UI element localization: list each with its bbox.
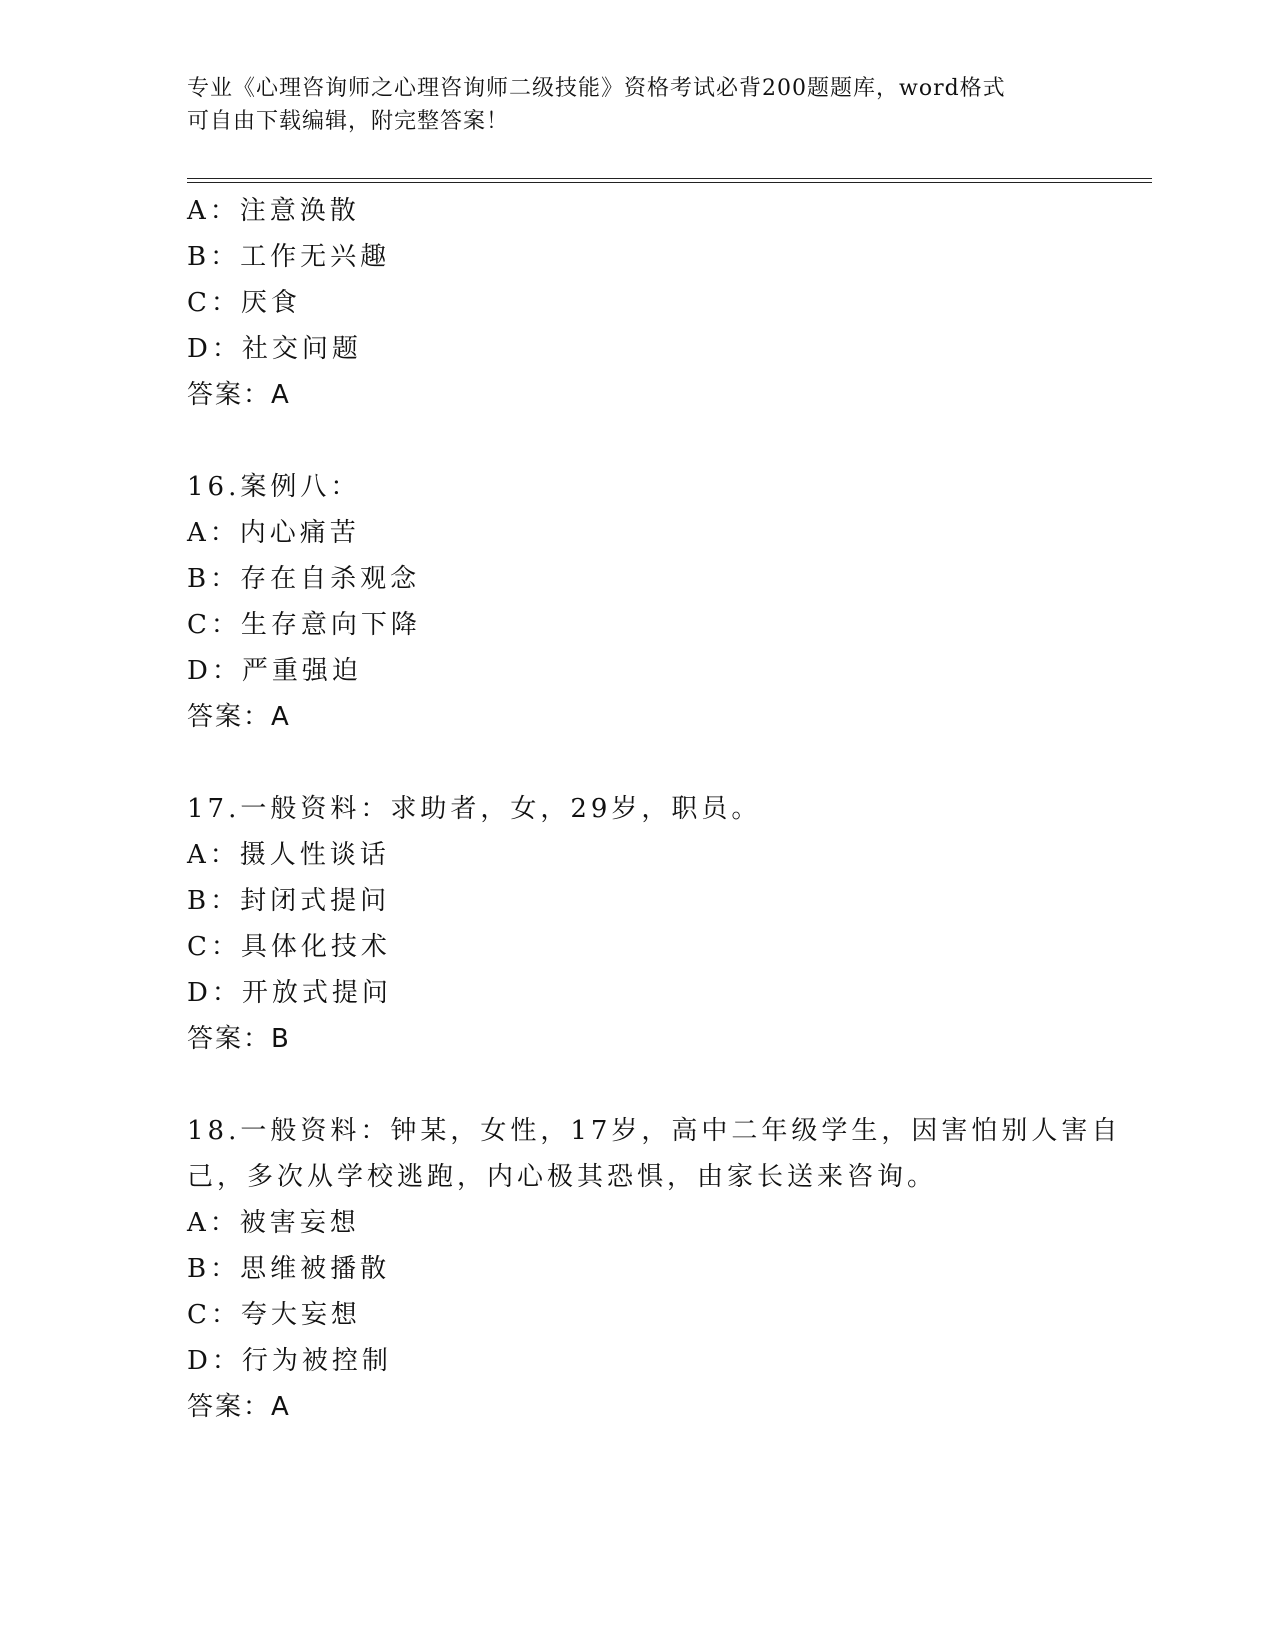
- option-b: B：存在自杀观念: [187, 564, 421, 594]
- question-stem: 16.案例八：: [187, 472, 361, 502]
- answer-line: 答案：A: [187, 1392, 291, 1422]
- question-block-15: [187, 188, 1087, 418]
- answer-line: 答案：A: [187, 380, 291, 410]
- question-block-17: [187, 786, 1087, 1062]
- question-stem-line-1: 18.一般资料：钟某，女性，17岁，高中二年级学生，因害怕别人害自: [187, 1116, 1122, 1146]
- answer-line: 答案：A: [187, 702, 291, 732]
- answer-line: 答案：B: [187, 1024, 291, 1054]
- question-stem-line-2: 己，多次从学校逃跑，内心极其恐惧，由家长送来咨询。: [187, 1162, 938, 1192]
- header-line-2: 可自由下载编辑，附完整答案！: [187, 109, 510, 134]
- option-b: B：思维被播散: [187, 1254, 391, 1284]
- header-line-1: 专业《心理咨询师之心理咨询师二级技能》资格考试必背200题题库，word格式: [187, 76, 1006, 101]
- option-a: A：被害妄想: [187, 1208, 360, 1238]
- header-rule-bottom: [187, 182, 1152, 183]
- option-d: D：社交问题: [187, 334, 362, 364]
- option-c: C：生存意向下降: [187, 610, 421, 640]
- option-c: C：厌食: [187, 288, 301, 318]
- option-d: D：严重强迫: [187, 656, 362, 686]
- option-a: A：摄人性谈话: [187, 840, 390, 870]
- option-a: A：内心痛苦: [187, 518, 360, 548]
- question-block-16: [187, 464, 1087, 740]
- option-b: B：封闭式提问: [187, 886, 391, 916]
- document-header: [187, 72, 1087, 138]
- option-c: C：夸大妄想: [187, 1300, 361, 1330]
- question-block-18: [187, 1108, 1122, 1430]
- question-list: [187, 188, 1122, 1430]
- option-d: D：开放式提问: [187, 978, 392, 1008]
- option-c: C：具体化技术: [187, 932, 391, 962]
- option-d: D：行为被控制: [187, 1346, 392, 1376]
- header-rule-top: [187, 178, 1152, 179]
- question-stem: 17.一般资料：求助者，女，29岁，职员。: [187, 794, 762, 824]
- option-a: A：注意涣散: [187, 196, 360, 226]
- option-b: B：工作无兴趣: [187, 242, 391, 272]
